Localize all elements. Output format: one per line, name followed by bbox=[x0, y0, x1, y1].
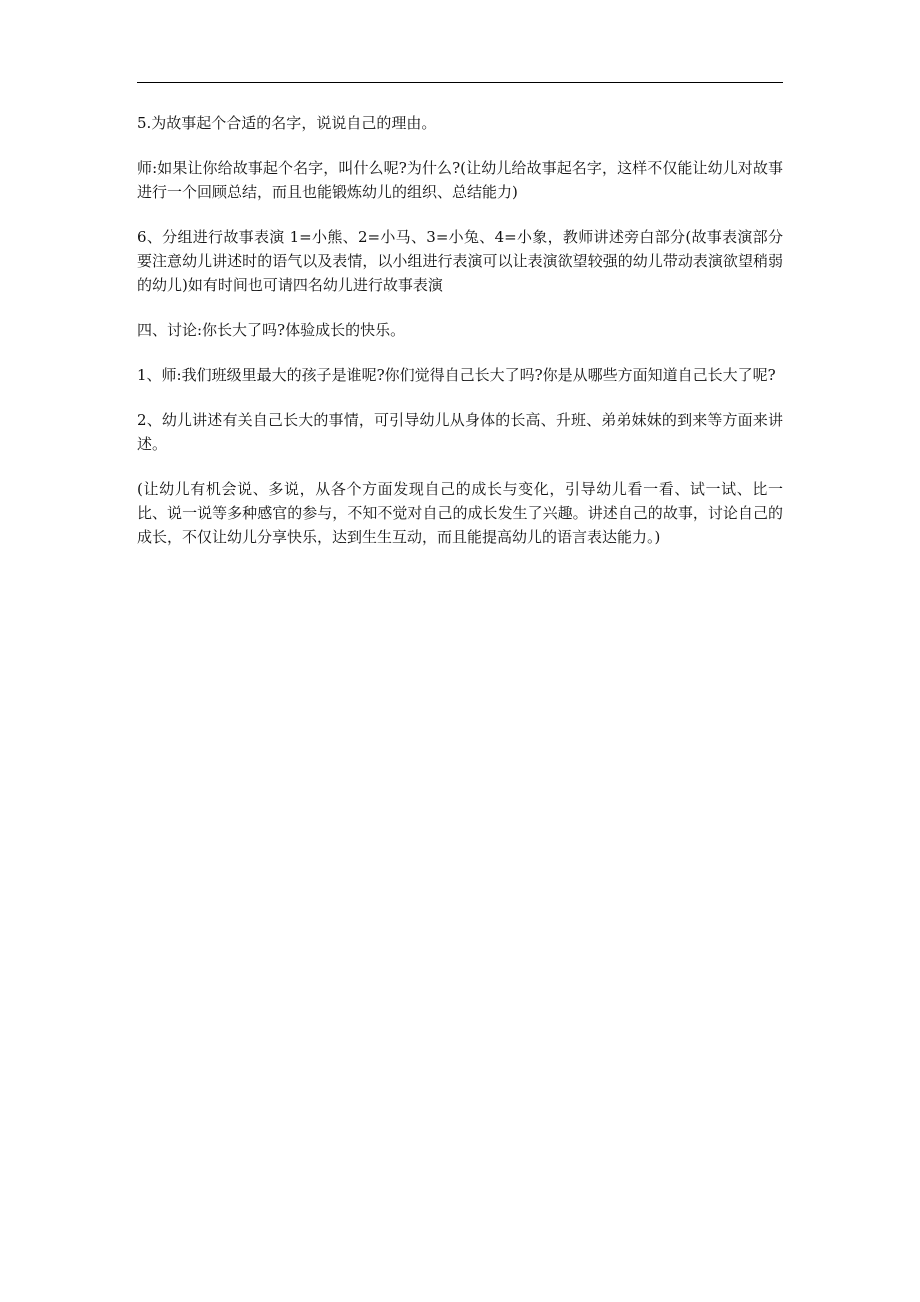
paragraph-summary-note: (让幼儿有机会说、多说，从各个方面发现自己的成长与变化，引导幼儿看一看、试一试、比一比、说一说等多种感官的参与，不知不觉对自己的成长发生了兴趣。讲述自己的故事，讨论自己的成长，不仅让幼儿分享快乐，达到生生互动，而且能提高幼儿的语言表达能力。) bbox=[137, 480, 783, 546]
paragraph-teacher-ask-growth: 1、师:我们班级里最大的孩子是谁呢?你们觉得自己长大了吗?你是从哪些方面知道自己长大了呢? bbox=[137, 366, 776, 384]
document-body bbox=[137, 111, 783, 570]
paragraph-group-performance: 6、分组进行故事表演 1=小熊、2=小马、3=小兔、4=小象，教师讲述旁白部分(故事表演部分要注意幼儿讲述时的语气以及表情，以小组进行表演可以让表演欲望较强的幼儿带动表演欲望稍弱的幼儿)如有时间也可请四名幼儿进行故事表演 bbox=[137, 228, 783, 294]
paragraph-teacher-question: 师:如果让你给故事起个名字，叫什么呢?为什么?(让幼儿给故事起名字，这样不仅能让幼儿对故事进行一个回顾总结，而且也能锻炼幼儿的组织、总结能力) bbox=[137, 159, 783, 201]
paragraph-name-the-story: 5.为故事起个合适的名字，说说自己的理由。 bbox=[137, 114, 437, 132]
section-heading-discussion: 四、讨论:你长大了吗?体验成长的快乐。 bbox=[137, 321, 406, 339]
paragraph-children-tell: 2、幼儿讲述有关自己长大的事情，可引导幼儿从身体的长高、升班、弟弟妹妹的到来等方面来讲述。 bbox=[137, 411, 783, 453]
header-rule bbox=[137, 82, 783, 83]
